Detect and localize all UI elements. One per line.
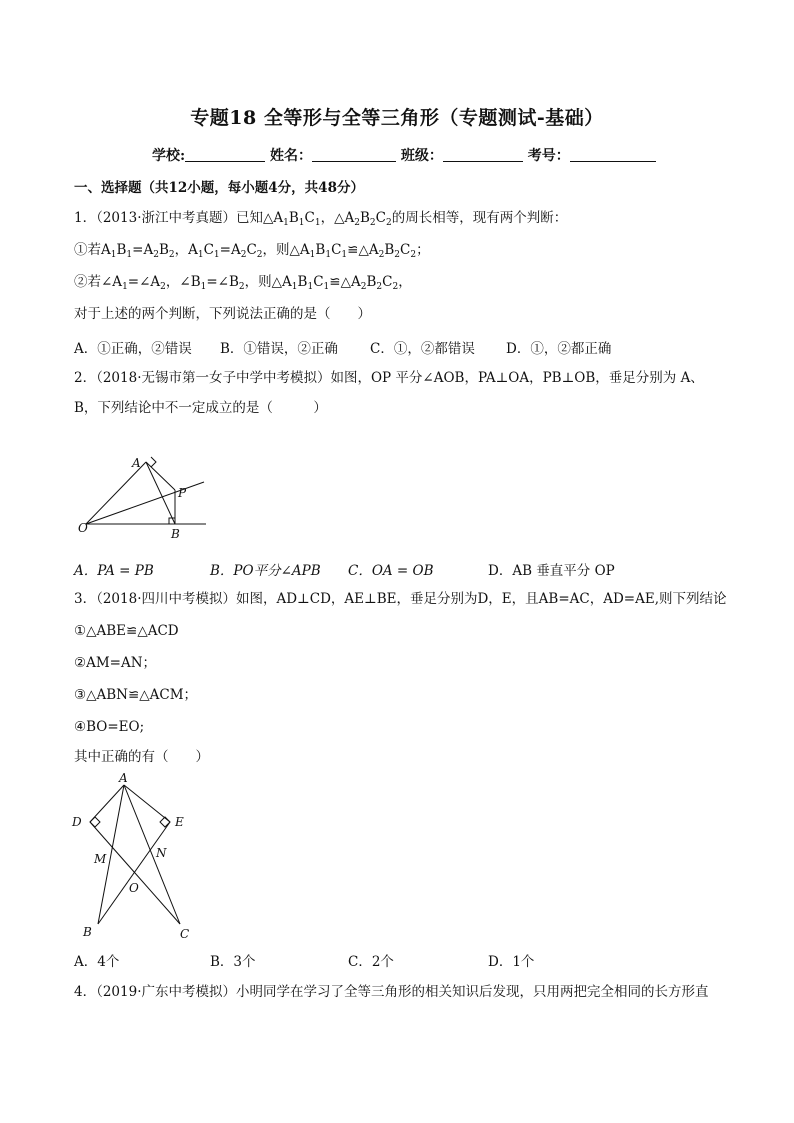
- q1-judgment-2: ②若$\angle A_1=\angle A_2$，$\angle B_1=\angle B_2$，则$\triangle A_1B_1C_1≌\triangle A_2B_2C_2$，: [74, 274, 412, 292]
- school-blank: [185, 147, 265, 162]
- q2-segment-pa: [146, 462, 175, 490]
- q1-stem: 1．（2013·浙江中考真题）已知$\triangle A_1B_1C_1$，$\triangle A_2B_2C_2$的周长相等，现有两个判断：: [74, 210, 568, 228]
- q3-label-a: A: [119, 771, 128, 785]
- q2-segment-ab: [146, 462, 175, 524]
- q1-option-d[interactable]: D．①，②都正确: [506, 341, 612, 357]
- q3-statement-4: ④BO=EO;: [74, 719, 145, 735]
- q1-option-c[interactable]: C．①，②都错误: [370, 341, 475, 357]
- q3-option-c[interactable]: C．2个: [348, 954, 394, 970]
- q2-label-p: P: [178, 486, 187, 500]
- class-blank: [443, 147, 523, 162]
- q2-stem-line2: B，下列结论中不一定成立的是（ ）: [74, 400, 327, 416]
- class-label: 班级：: [400, 148, 443, 164]
- name-blank: [312, 147, 396, 162]
- q2-option-d[interactable]: D．AB 垂直平分 OP: [488, 563, 615, 579]
- q3-label-d: D: [72, 815, 82, 829]
- q3-segment-ae: [124, 785, 170, 822]
- q3-label-c: C: [180, 927, 190, 941]
- exam-no-label: 考号：: [527, 148, 570, 164]
- q3-label-b: B: [83, 925, 92, 939]
- q3-label-e: E: [175, 815, 184, 829]
- q2-stem-line1: 2．（2018·无锡市第一女子中学中考模拟）如图，OP 平分∠AOB，PA⊥OA，PB⊥OB，垂足分别为 A、: [74, 370, 704, 386]
- q2-option-c[interactable]: C．OA = OB: [348, 563, 434, 579]
- exam-no-blank: [570, 147, 656, 162]
- q2-bisector-op: [86, 482, 204, 524]
- q2-label-a: A: [132, 456, 141, 470]
- q3-statement-1: ①△ABE≌△ACD: [74, 623, 179, 639]
- section-heading: 一、选择题（共12小题，每小题4分，共48分）: [74, 180, 364, 196]
- q3-option-a[interactable]: A．4个: [74, 954, 120, 970]
- q1-ask: 对于上述的两个判断，下列说法正确的是（ ）: [74, 306, 371, 322]
- q3-label-o: O: [129, 881, 139, 895]
- q2-label-o: O: [78, 521, 88, 535]
- page-title: 专题18 全等形与全等三角形（专题测试-基础）: [190, 107, 604, 129]
- q3-stem: 3．（2018·四川中考模拟）如图，AD⊥CD，AE⊥BE，垂足分别为D，E，且AB=AC，AD=AE,则下列结论: [74, 591, 727, 607]
- q3-segment-ac: [124, 785, 180, 924]
- q1-option-a[interactable]: A．①正确，②错误: [74, 341, 192, 357]
- q2-figure: [74, 450, 224, 545]
- q1-option-b[interactable]: B．①错误，②正确: [220, 341, 338, 357]
- q3-option-d[interactable]: D．1个: [488, 954, 535, 970]
- q3-label-m: M: [94, 852, 107, 866]
- q3-figure: [64, 770, 204, 942]
- q2-ray-oa: [86, 462, 146, 524]
- q3-segment-dc: [90, 822, 180, 924]
- q3-statement-3: ③△ABN≌△ACM；: [74, 687, 198, 703]
- q3-statement-2: ②AM=AN；: [74, 655, 157, 671]
- q2-label-b: B: [171, 527, 180, 541]
- student-info-row: [152, 145, 656, 165]
- school-label: 学校:: [152, 148, 186, 164]
- q3-right-angle-d: [90, 817, 100, 827]
- name-label: 姓名：: [270, 148, 313, 164]
- q2-right-angle-a: [151, 457, 156, 467]
- q2-option-b[interactable]: B．PO平分∠APB: [210, 563, 321, 579]
- q2-option-a[interactable]: A．PA = PB: [74, 563, 154, 579]
- q1-judgment-1: ①若$A_1B_1=A_2B_2$，$A_1C_1=A_2C_2$，则$\triangle A_1B_1C_1≌\triangle A_2B_2C_2$；: [74, 242, 430, 260]
- q4-stem: 4．（2019·广东中考模拟）小明同学在学习了全等三角形的相关知识后发现，只用两把完全相同的长方形直: [74, 984, 709, 1000]
- q3-option-b[interactable]: B．3个: [210, 954, 256, 970]
- q3-label-n: N: [156, 846, 167, 860]
- q3-ask: 其中正确的有（ ）: [74, 749, 209, 765]
